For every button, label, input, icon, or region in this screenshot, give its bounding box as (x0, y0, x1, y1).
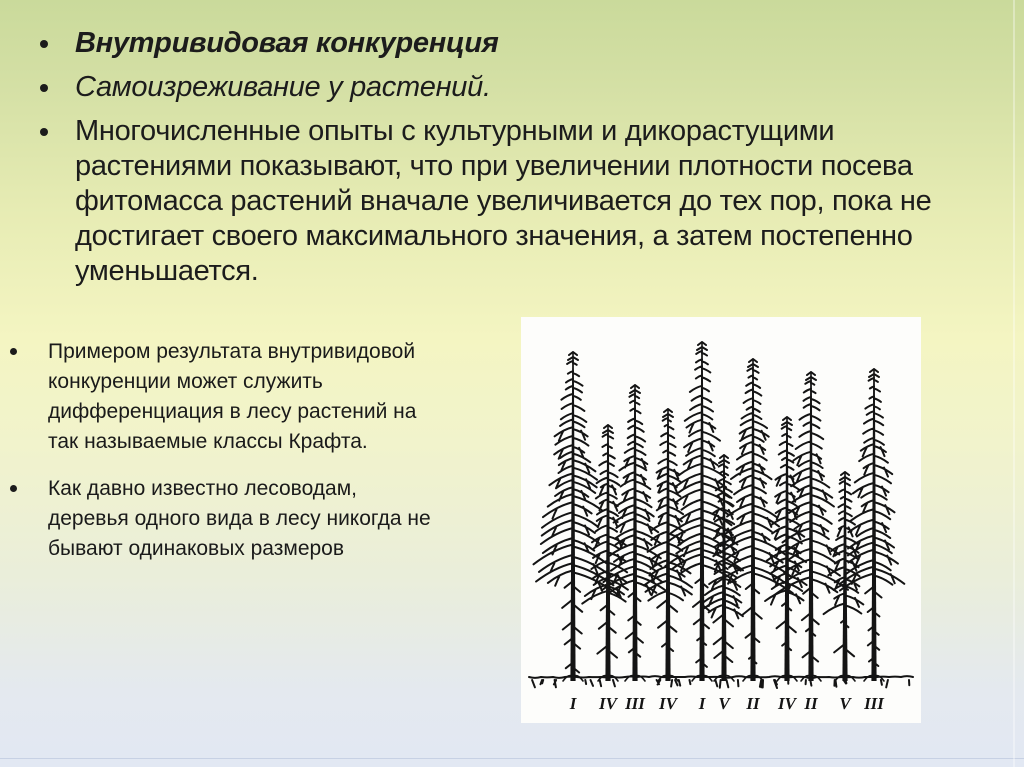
kraft-class-numeral: IV (599, 694, 617, 713)
kraft-class-numeral: IV (778, 694, 796, 713)
top-bullet-text: Многочисленные опыты с культурными и дикорастущими растениями показывают, что при увеличении плотности посева фитомасса растений вначале увеличивается до тех пор, пока не достигает своего максимального значения, а затем постепенно уменьшается. (75, 115, 932, 287)
top-bullet-list (40, 26, 990, 298)
left-bullet-list (10, 337, 480, 581)
kraft-class-numeral: V (839, 694, 851, 713)
tree-trunk (842, 472, 847, 681)
top-bullet-text: Самоизреживание у растений. (75, 71, 491, 103)
top-bullet-item (40, 26, 990, 61)
left-bullet-text: Как давно известно лесоводам, деревья одного вида в лесу никогда не бывают одинаковых размеров (48, 477, 431, 560)
left-bullet-text: Примером результата внутривидовой конкуренции может служить дифференциация в лесу растений на так называемые классы Крафта. (48, 340, 417, 453)
kraft-classes-figure (521, 317, 921, 723)
left-bullet-item (10, 474, 480, 564)
bullet-dot (10, 485, 17, 492)
kraft-class-numeral: II (804, 694, 818, 713)
bullet-dot (40, 84, 48, 92)
kraft-class-numeral: I (698, 694, 706, 713)
bullet-dot (40, 40, 48, 48)
kraft-class-numeral: V (718, 694, 730, 713)
kraft-class-numeral: III (864, 694, 884, 713)
kraft-class-numeral: I (569, 694, 577, 713)
tree-trunk (871, 369, 876, 681)
bullet-dot (40, 128, 48, 136)
top-bullet-text: Внутривидовая конкуренция (75, 27, 499, 59)
kraft-class-numeral: II (746, 694, 760, 713)
left-bullet-item (10, 337, 480, 457)
top-bullet-item (40, 70, 990, 105)
tree-trunk (808, 372, 813, 681)
forest-svg (521, 317, 921, 723)
tree-trunk (632, 385, 637, 681)
tree-trunk (570, 352, 575, 681)
kraft-class-numeral: IV (659, 694, 677, 713)
kraft-class-numeral: III (625, 694, 645, 713)
figure-stroke (529, 676, 913, 688)
top-bullet-item (40, 114, 990, 289)
bullet-dot (10, 348, 17, 355)
